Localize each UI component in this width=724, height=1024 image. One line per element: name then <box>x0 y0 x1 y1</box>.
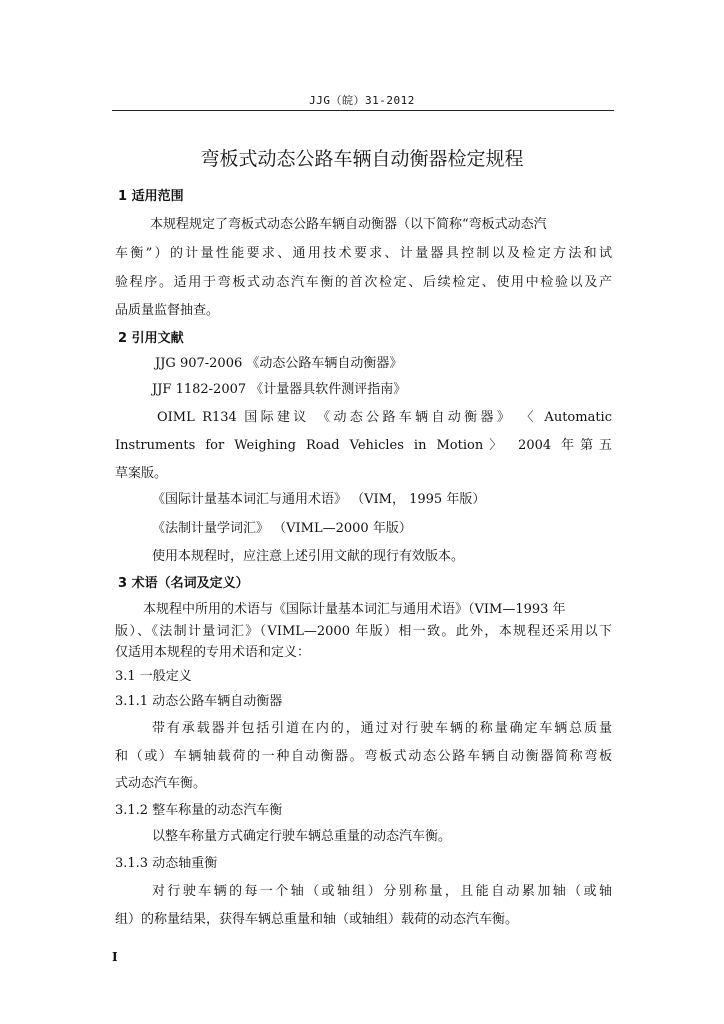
paragraph-line: 和（或）车辆轴载荷的一种自动衡器。弯板式动态公路车辆自动衡器简称弯板 <box>115 749 612 764</box>
paragraph-line: 以整车称量方式确定行驶车辆总重量的动态汽车衡。 <box>152 829 452 844</box>
subsection-heading: 3.1.2 整车称量的动态汽车衡 <box>115 803 283 818</box>
reference-item: JJG 907-2006 《动态公路车辆自动衡器》 <box>155 356 403 371</box>
paragraph-line: 带有承载器并包括引道在内的，通过对行驶车辆的称量确定车辆总质量 <box>152 721 612 736</box>
section-heading-2: 2 引用文献 <box>118 331 184 346</box>
subsection-heading: 3.1 一般定义 <box>115 669 192 684</box>
section-heading-1: 1 适用范围 <box>118 189 184 204</box>
reference-item: JJF 1182-2007 《计量器具软件测评指南》 <box>152 382 407 397</box>
reference-item: OIML R134 国际建议 《动态公路车辆自动衡器》 〈 Automatic <box>157 410 612 425</box>
paragraph-line: 本规程规定了弯板式动态公路车辆自动衡器（以下简称“弯板式动态汽 <box>150 217 547 232</box>
paragraph-line: 本规程中所用的术语与《国际计量基本词汇与通用术语》（VIM—1993 年 <box>143 602 566 617</box>
header-divider <box>112 110 614 111</box>
subsection-heading: 3.1.3 动态轴重衡 <box>115 856 218 871</box>
reference-item: 草案版。 <box>115 466 168 481</box>
paragraph-line: 仅适用本规程的专用术语和定义： <box>115 645 311 660</box>
paragraph-line: 使用本规程时，应注意上述引用文献的现行有效版本。 <box>152 549 465 564</box>
paragraph-line: 组）的称量结果，获得车辆总重量和轴（或轴组）载荷的动态汽车衡。 <box>115 912 519 927</box>
paragraph-line: 验程序。适用于弯板式动态汽车衡的首次检定、后续检定、使用中检验以及产 <box>115 275 612 290</box>
paragraph-line: 车衡”）的计量性能要求、通用技术要求、计量器具控制以及检定方法和试 <box>115 246 612 261</box>
reference-item: Instruments for Weighing Road Vehicles in Motion〉 2004 年第五 <box>115 438 612 453</box>
page-title: 弯板式动态公路车辆自动衡器检定规程 <box>200 148 524 170</box>
paragraph-line: 式动态汽车衡。 <box>115 776 207 791</box>
section-heading-3: 3 术语（名词及定义） <box>118 576 249 591</box>
reference-item: 《法制计量学词汇》 （VIML—2000 年版） <box>152 521 412 536</box>
paragraph-line: 品质量监督抽查。 <box>115 303 220 318</box>
paragraph-line: 对行驶车辆的每一个轴（或轴组）分别称量，且能自动累加轴（或轴 <box>152 884 612 899</box>
subsection-heading: 3.1.1 动态公路车辆自动衡器 <box>115 694 283 709</box>
reference-item: 《国际计量基本词汇与通用术语》 （VIM， 1995 年版） <box>152 492 486 507</box>
paragraph-line: 版）、《法制计量词汇》（VIML—2000 年版）相一致。此外，本规程还采用以下 <box>115 624 612 639</box>
page-number: I <box>112 950 118 964</box>
header-standard-code: JJG（皖）31-2012 <box>309 94 415 107</box>
